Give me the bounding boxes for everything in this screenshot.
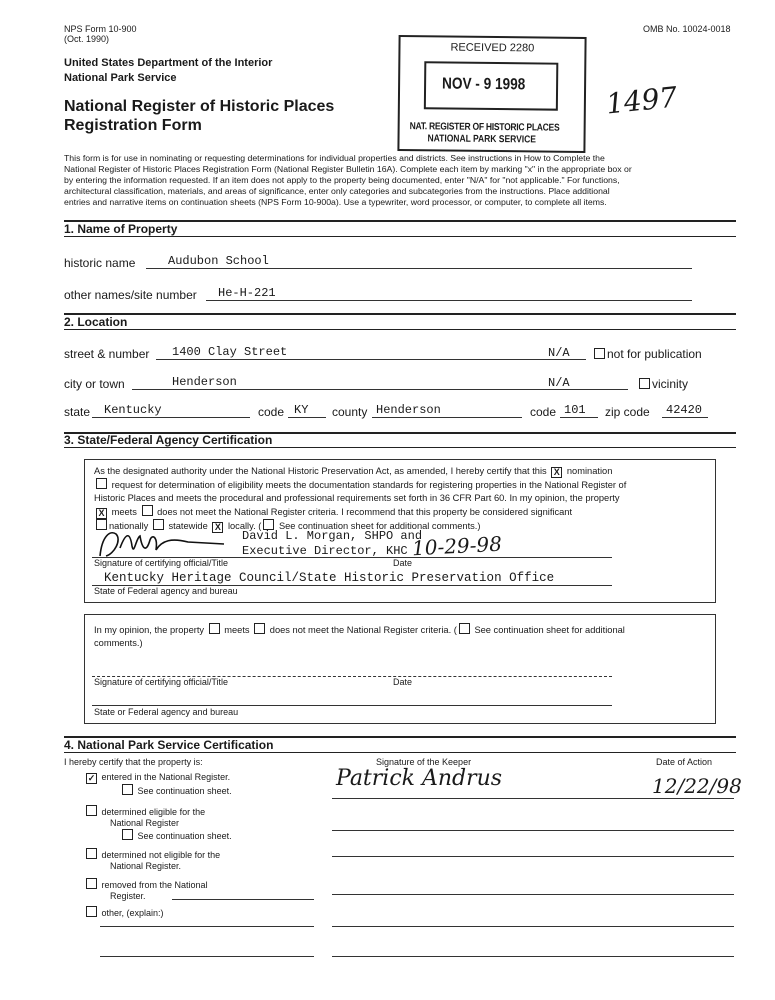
divider [64, 329, 736, 330]
removed-label-2: Register. [110, 891, 146, 901]
date-label-2: Date [393, 677, 413, 687]
comments-label: See continuation sheet for additional comments.) [278, 521, 481, 531]
form-subtitle: Registration Form [64, 117, 202, 134]
other-label: other, (explain:) [101, 908, 164, 918]
state-field[interactable]: Kentucky [104, 403, 162, 417]
option-not-eligible[interactable] [84, 848, 232, 861]
opinion-line-2: comments.) [94, 638, 143, 648]
opinion-meets-label: meets [224, 625, 250, 635]
instructions-line: entries and narrative items on continuation sheets (NPS Form 10-900a). Use a typewriter, word processor, or computer, to complete all items. [64, 197, 607, 207]
continuation-2[interactable] [84, 829, 232, 842]
keeper-signature: Patrick Andrus [336, 766, 503, 791]
historic-name-label: historic name [64, 256, 136, 270]
section-3-heading: 3. State/Federal Agency Certification [64, 433, 273, 447]
removed-label: removed from the National [101, 880, 208, 890]
cert-line-4 [94, 505, 626, 519]
instructions [64, 153, 632, 208]
street-na: N/A [548, 346, 570, 360]
divider [64, 313, 736, 315]
option-removed[interactable] [84, 878, 232, 891]
certifying-date: 10-29-98 [411, 531, 503, 561]
department-name: United States Department of the Interior [64, 57, 273, 69]
county-code-label: code [530, 405, 557, 419]
keeper-line-2 [332, 830, 734, 831]
meets-checkbox[interactable]: X [96, 508, 107, 519]
section-1-heading: 1. Name of Property [64, 222, 178, 236]
eligible-label-2: National Register [110, 818, 180, 828]
locally-label: locally. ( [227, 521, 262, 531]
historic-name-line [146, 268, 692, 269]
not-for-publication[interactable] [592, 347, 702, 361]
eligible-checkbox[interactable] [86, 805, 97, 816]
opinion-continuation-checkbox[interactable] [459, 623, 470, 634]
keeper-signature-label: Signature of the Keeper [376, 757, 472, 767]
received-stamp [397, 35, 586, 153]
other-checkbox[interactable] [86, 906, 97, 917]
city-na: N/A [548, 376, 570, 390]
city-field[interactable]: Henderson [172, 375, 237, 389]
other-names-label: other names/site number [64, 288, 197, 302]
form-date: (Oct. 1990) [64, 34, 110, 44]
state-code-label: code [258, 405, 285, 419]
signer-line-2: Executive Director, KHC [242, 544, 408, 558]
section-4-heading: 4. National Park Service Certification [64, 738, 274, 752]
cert-line-1 [94, 465, 626, 478]
not-eligible-checkbox[interactable] [86, 848, 97, 859]
entered-checkbox[interactable]: ✓ [87, 773, 96, 783]
keeper-line-4 [332, 894, 734, 895]
stamp-date: NOV - 9 1998 [442, 75, 526, 94]
instructions-line: architectural classification, materials, and areas of significance, enter only categories and subcategories from the instructions. Place additional [64, 186, 610, 196]
other-explain-line [172, 899, 314, 900]
county-line [372, 417, 522, 418]
stamp-service: NATIONAL PARK SERVICE [427, 133, 537, 146]
request-checkbox[interactable] [96, 478, 107, 489]
publication-checkbox[interactable] [594, 348, 605, 359]
option-other[interactable] [84, 906, 232, 919]
opinion-line-1d: See continuation sheet for additional [474, 625, 625, 635]
vicinity[interactable] [637, 377, 688, 391]
not-eligible-label: determined not eligible for the [101, 850, 221, 860]
section-2-heading: 2. Location [64, 315, 128, 329]
signer-line-1: David L. Morgan, SHPO and [242, 529, 423, 543]
option-eligible[interactable] [84, 805, 232, 818]
omb-number: OMB No. 10024-0018 [643, 24, 731, 34]
not-eligible-label-2: National Register. [110, 861, 182, 871]
option-entered[interactable] [84, 772, 232, 784]
vicinity-checkbox[interactable] [639, 378, 650, 389]
cert-line-3: Historic Places and meets the procedural and professional requirements set forth in 36 CFR Part 60. In my opinion, the property [94, 493, 620, 503]
divider [64, 236, 736, 237]
status-options [84, 772, 232, 919]
street-field[interactable]: 1400 Clay Street [172, 345, 288, 359]
cert-line-2 [94, 478, 626, 492]
divider [64, 447, 736, 448]
state-label: state [64, 405, 91, 419]
historic-name-field[interactable]: Audubon School [168, 254, 269, 268]
other-explain-line-2 [100, 926, 314, 927]
opinion-line-1c: does not meet the National Register criteria. ( [269, 625, 457, 635]
agency-label: State of Federal agency and bureau [94, 586, 238, 596]
zip-field[interactable]: 42420 [666, 403, 703, 417]
state-code-field[interactable]: KY [294, 403, 309, 417]
continuation-1[interactable] [84, 784, 232, 797]
instructions-line: National Register of Historic Places Registration Form (National Register Bulletin 16A). Complete each item by marking "x" in the appropriate box or [64, 164, 632, 174]
form-title: National Register of Historic Places [64, 98, 335, 115]
signature-label: Signature of certifying official/Title [94, 558, 229, 568]
opinion-text [94, 623, 625, 650]
date-label: Date [393, 558, 413, 568]
cert-line-4-text: does not meet the National Register criteria. I recommend that this property be considered significant [157, 507, 573, 517]
zip-label: zip code [605, 405, 650, 419]
instructions-line: This form is for use in nominating or requesting determinations for individual properties and districts. See instructions in How to Complete the [64, 153, 605, 163]
date-of-action-label: Date of Action [656, 757, 713, 767]
keeper-line-3 [332, 856, 734, 857]
locally-checkbox[interactable]: X [212, 522, 223, 533]
stamp-register: NAT. REGISTER OF HISTORIC PLACES [409, 121, 560, 134]
city-label: city or town [64, 377, 125, 391]
keeper-line-6 [332, 956, 734, 957]
agency-label-2: State or Federal agency and bureau [94, 707, 239, 717]
form-number: NPS Form 10-900 [64, 24, 137, 34]
other-names-field[interactable]: He-H-221 [218, 286, 276, 300]
opinion-line-1a: In my opinion, the property [94, 625, 205, 635]
stamp-date-box [424, 61, 558, 110]
action-date: 12/22/98 [652, 774, 742, 798]
handwritten-number: 1497 [604, 80, 679, 121]
state-line [92, 417, 250, 418]
instructions-line: by entering the information requested. If an item does not apply to the property being documented, enter "N/A" for "not applicable." For functions, [64, 175, 620, 185]
continuation-label-1: See continuation sheet. [137, 786, 232, 796]
divider [64, 752, 736, 753]
county-field[interactable]: Henderson [376, 403, 441, 417]
keeper-intro: I hereby certify that the property is: [64, 757, 203, 767]
street-label: street & number [64, 347, 150, 361]
cert-line-1a: As the designated authority under the National Historic Preservation Act, as amended, I hereby certify that this [94, 466, 547, 476]
agency-line-2 [92, 705, 612, 706]
state-code-line [288, 417, 326, 418]
nationally-label: nationally [109, 521, 149, 531]
street-line [156, 359, 586, 360]
removed-checkbox[interactable] [86, 878, 97, 889]
county-code-field[interactable]: 101 [564, 403, 586, 417]
opinion-not-meet-checkbox[interactable] [254, 623, 265, 634]
continuation-checkbox-2[interactable] [122, 829, 133, 840]
continuation-checkbox-1[interactable] [122, 784, 133, 795]
vicinity-label: vicinity [652, 377, 689, 391]
stamp-received: RECEIVED 2280 [450, 41, 535, 55]
cert-line-1b: nomination [566, 466, 613, 476]
county-code-line [560, 417, 598, 418]
publication-label: not for publication [607, 347, 702, 361]
signature-label-2: Signature of certifying official/Title [94, 677, 229, 687]
keeper-line-5 [332, 926, 734, 927]
continuation-label-2: See continuation sheet. [137, 831, 232, 841]
meets-label: meets [111, 507, 137, 517]
other-names-line [206, 300, 692, 301]
service-name: National Park Service [64, 72, 177, 84]
other-explain-line-3 [100, 956, 314, 957]
eligible-label: determined eligible for the [101, 807, 206, 817]
certification-text [94, 465, 626, 533]
cert-line-2-text: request for determination of eligibility meets the documentation standards for registering properties in the National Register of [111, 480, 627, 490]
keeper-line-1 [332, 798, 734, 799]
does-not-meet-checkbox[interactable] [142, 505, 153, 516]
entered-label: entered in the National Register. [101, 772, 231, 782]
county-label: county [332, 405, 368, 419]
nomination-checkbox[interactable]: X [551, 467, 562, 478]
agency-field[interactable]: Kentucky Heritage Council/State Historic Preservation Office [104, 571, 555, 585]
opinion-line-1 [94, 623, 625, 637]
opinion-meets-checkbox[interactable] [209, 623, 220, 634]
statewide-label: statewide [168, 521, 208, 531]
zip-line [662, 417, 708, 418]
